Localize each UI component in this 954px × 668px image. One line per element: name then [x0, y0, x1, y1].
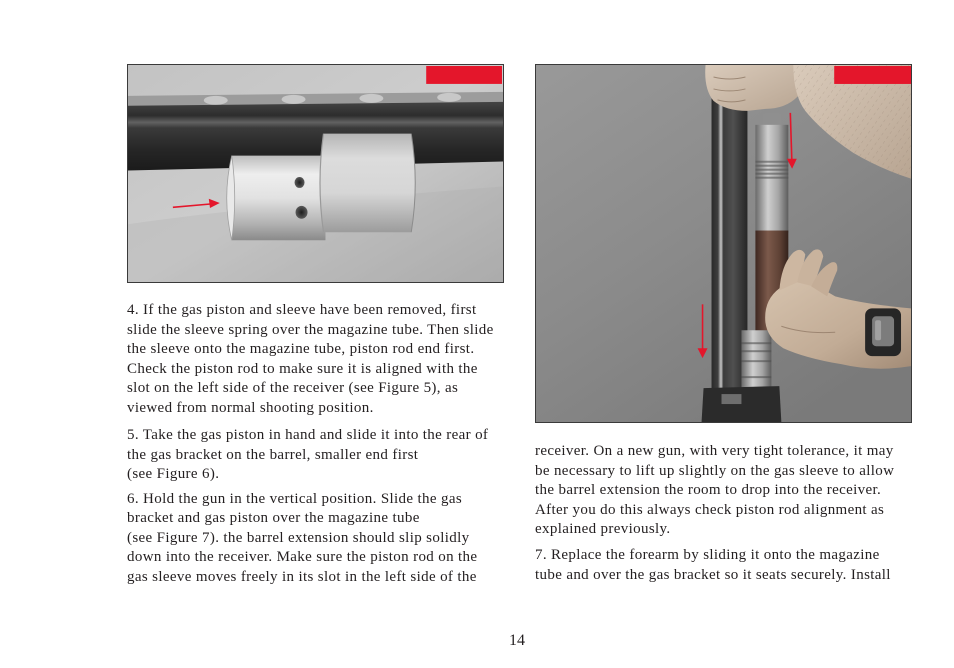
- red-corner-tab: [834, 66, 911, 84]
- text-line: slot on the left side of the receiver (see Figure 5), as: [127, 380, 459, 397]
- text-line: (see Figure 7). the barrel extension should slip solidly: [127, 529, 470, 546]
- text-line: viewed from normal shooting position.: [127, 399, 374, 416]
- ring: [755, 161, 788, 163]
- text-line: 6. Hold the gun in the vertical position. Slide the gas: [127, 490, 463, 507]
- red-corner-tab: [426, 66, 502, 84]
- step-6-continued-paragraph: [535, 442, 894, 540]
- sleeve-small-cylinder: [227, 156, 326, 241]
- text-line: down into the receiver. Make sure the piston rod on the: [127, 549, 478, 566]
- step-7-paragraph: [535, 546, 894, 585]
- right-text-column: [535, 442, 894, 585]
- text-line: bracket and gas piston over the magazine tube: [127, 510, 420, 527]
- gas-sleeve-illustration: [128, 65, 503, 282]
- ring: [741, 350, 771, 352]
- vertical-assembly-photo: [535, 64, 912, 423]
- page-number: 14: [509, 632, 525, 649]
- vertical-assembly-illustration: [536, 65, 911, 422]
- text-line: explained previously.: [535, 521, 671, 538]
- text-line: Check the piston rod to make sure it is aligned with the: [127, 360, 478, 377]
- rib-pad: [359, 94, 383, 103]
- text-line: the gas bracket on the barrel, smaller end first: [127, 446, 419, 463]
- sleeve-port-hole: [296, 206, 308, 219]
- rib-pad: [282, 95, 306, 104]
- step-5-paragraph: [127, 426, 494, 485]
- sleeve-large-cylinder: [320, 134, 415, 233]
- ring: [741, 376, 771, 378]
- left-text-column: [127, 301, 494, 587]
- text-line: 7. Replace the forearm by sliding it onto the magazine: [535, 547, 880, 564]
- text-line: tube and over the gas bracket so it seats securely. Install: [535, 566, 891, 583]
- text-line: gas sleeve moves freely in its slot in the left side of the: [127, 568, 477, 585]
- receiver-block: [702, 386, 782, 422]
- text-line: the barrel extension the room to drop into the receiver.: [535, 482, 882, 499]
- text-line: receiver. On a new gun, with very tight tolerance, it may: [535, 443, 894, 460]
- text-line: 5. Take the gas piston in hand and slide it into the rear of: [127, 427, 489, 444]
- ring: [755, 177, 788, 179]
- ring: [755, 165, 788, 167]
- ring: [755, 169, 788, 171]
- wrist-watch: [865, 308, 901, 356]
- rib-pad: [204, 96, 228, 105]
- step-4-paragraph: [127, 301, 494, 418]
- text-line: be necessary to lift up slightly on the gas sleeve to allow: [535, 462, 895, 479]
- rib-pad: [437, 93, 461, 102]
- text-line: 4. If the gas piston and sleeve have been removed, first: [127, 302, 477, 319]
- text-line: slide the sleeve spring over the magazine tube. Then slide: [127, 321, 494, 338]
- ring: [741, 360, 771, 362]
- ring: [755, 173, 788, 175]
- gas-sleeve-photo: [127, 64, 504, 283]
- sleeve-port-hole: [295, 177, 305, 188]
- ring: [741, 342, 771, 344]
- watch-glint: [875, 320, 881, 340]
- receiver-detail: [722, 394, 742, 404]
- text-line: (see Figure 6).: [127, 466, 220, 483]
- piston-cap: [762, 113, 781, 127]
- step-6-paragraph: [127, 490, 494, 588]
- text-line: After you do this always check piston rod alignment as: [535, 501, 885, 518]
- text-line: the sleeve onto the magazine tube, piston rod end first.: [127, 341, 475, 358]
